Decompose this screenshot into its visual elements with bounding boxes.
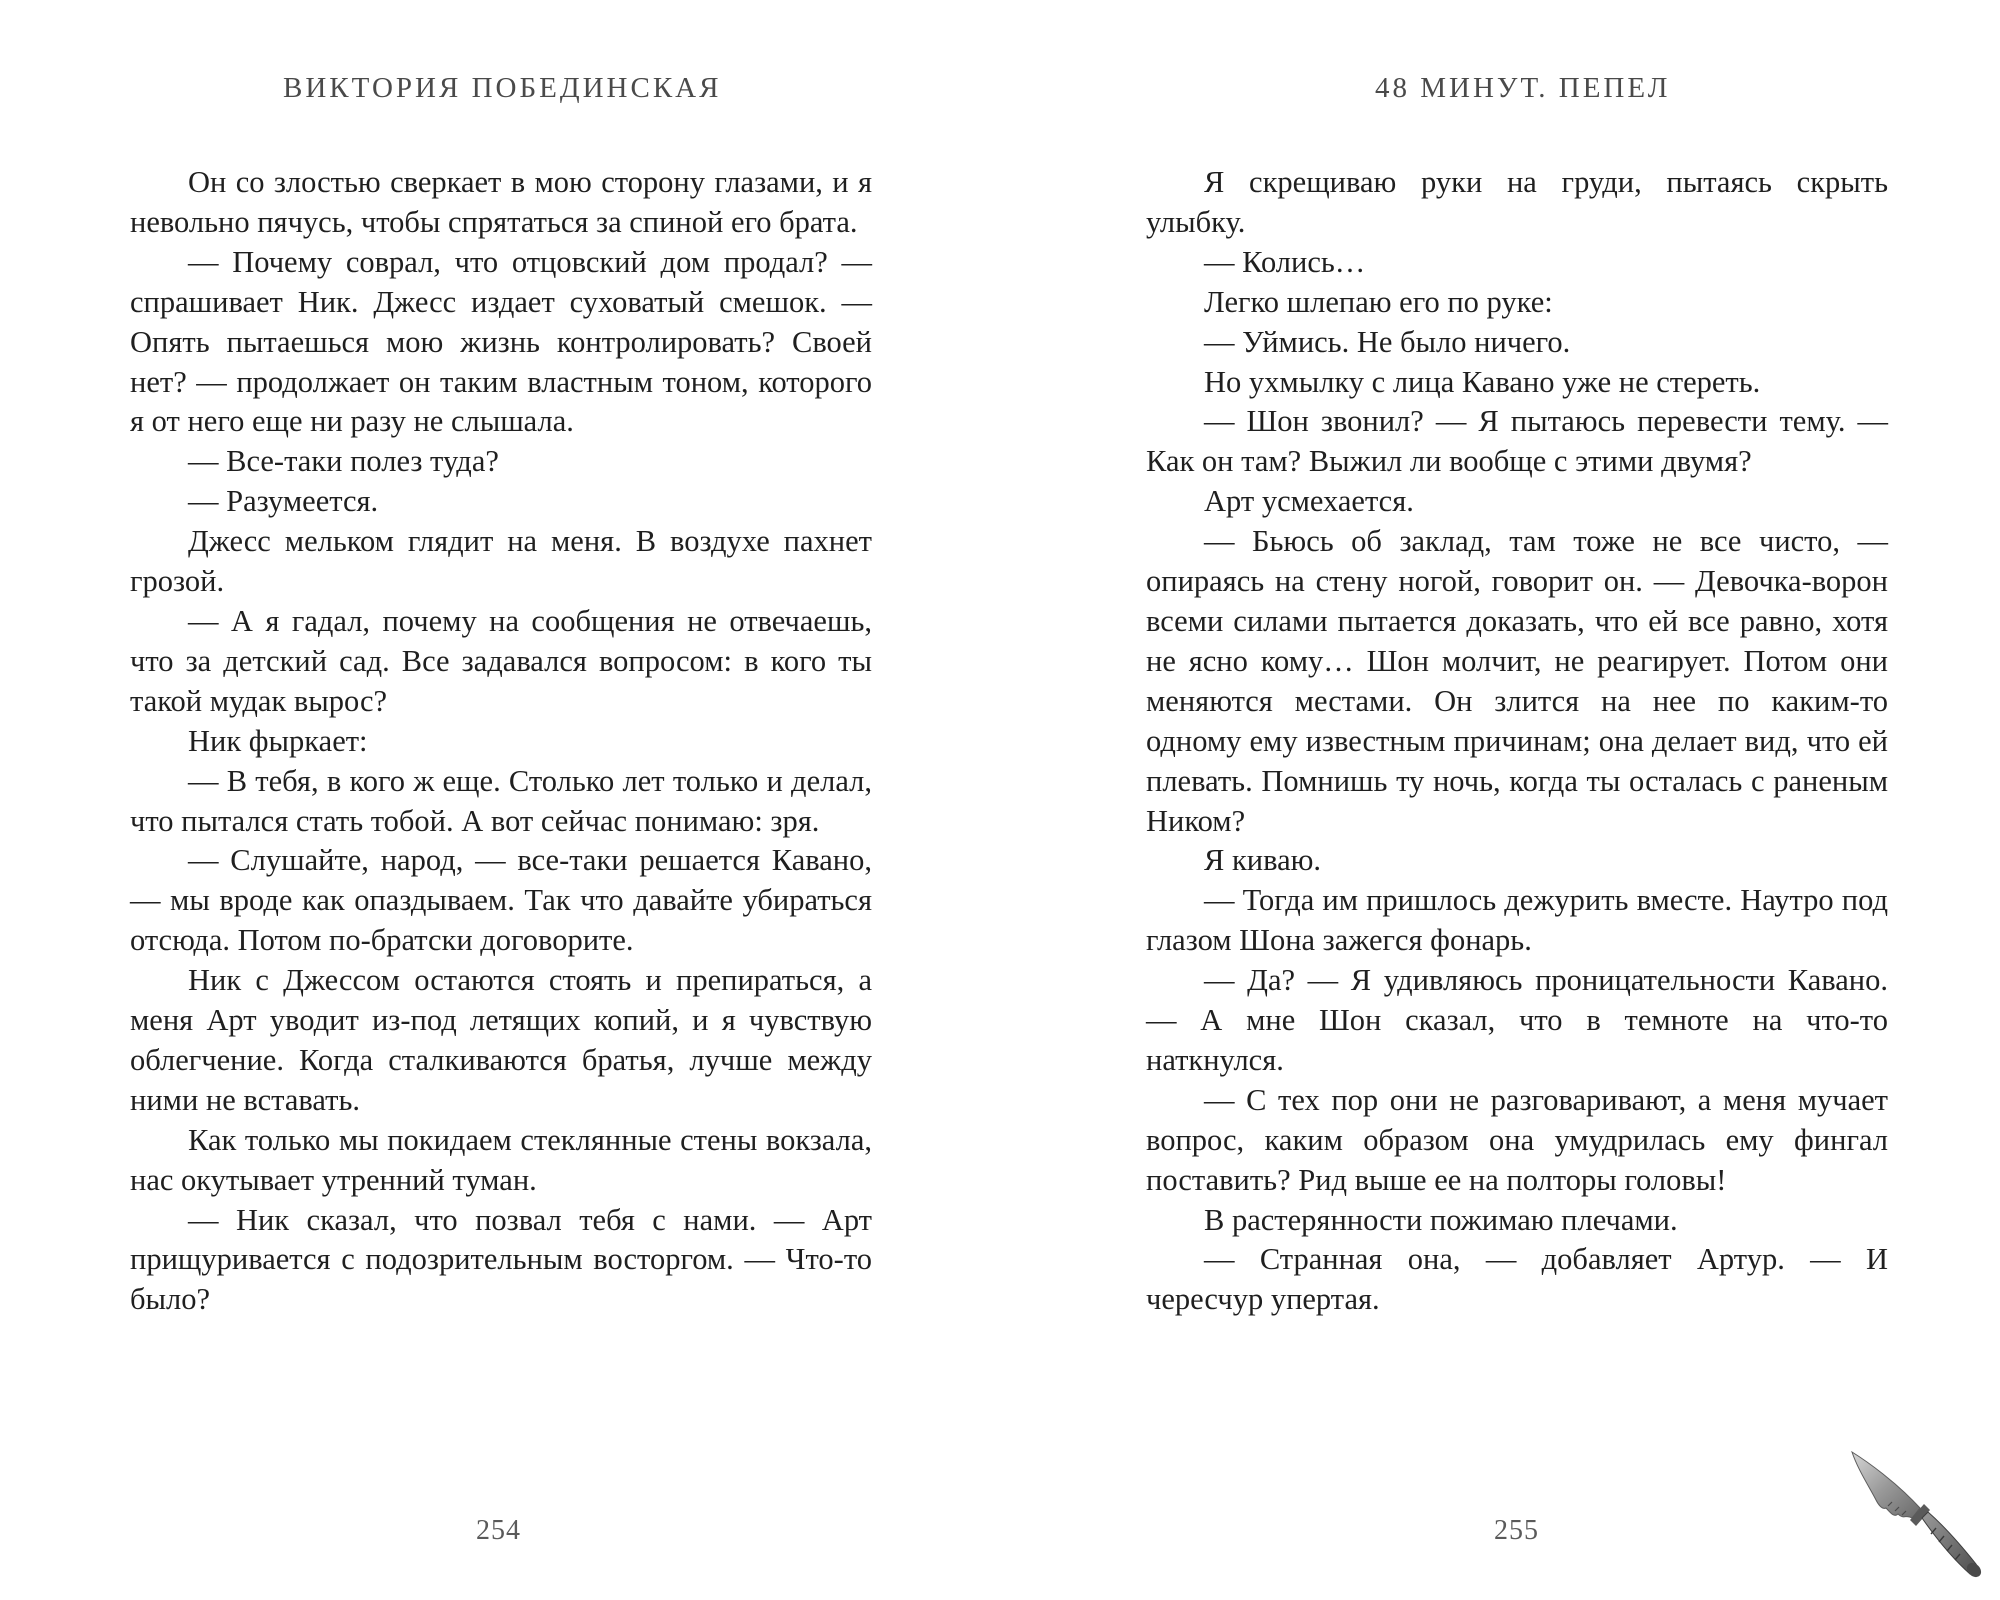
paragraph: — Тогда им пришлось дежурить вместе. Наутро под глазом Шона зажегся фонарь. [1146,883,1888,958]
paragraph: Ник фыркает: [188,723,368,758]
left-page-text [130,163,872,1320]
paragraph: — В тебя, в кого ж еще. Столько лет только и делал, что пытался стать тобой. А вот сейчас понимаю: зря. [130,763,872,838]
paragraph: Как только мы покидаем стеклянные стены вокзала, нас окутывает утренний туман. [130,1122,872,1197]
paragraph: Я скрещиваю руки на груди, пытаясь скрыть улыбку. [1146,165,1888,239]
page-number-left: 254 [476,1515,521,1546]
paragraph: Я киваю. [1204,843,1322,878]
paragraph: — А я гадал, почему на сообщения не отвечаешь, что за детский сад. Все задавался вопросом: в кого ты такой мудак вырос? [130,603,872,718]
paragraph: Ник с Джессом остаются стоять и препираться, а меня Арт уводит из-под летящих копий, и я чувствую облегчение. Когда сталкиваются братья, лучше между ними не вставать. [130,963,872,1117]
paragraph: — Колись… [1204,244,1366,279]
running-head-title: 48 МИНУТ. ПЕПЕЛ [1375,72,1671,104]
paragraph: Но ухмылку с лица Кавано уже не стереть. [1204,364,1761,399]
paragraph: Легко шлепаю его по руке: [1204,284,1553,319]
paragraph: В растерянности пожимаю плечами. [1204,1202,1678,1237]
paragraph: — Почему соврал, что отцовский дом продал? — спрашивает Ник. Джесс издает суховатый смешок. — Опять пытаешься мою жизнь контролировать? Своей нет? — продолжает он таким властным тоном, которого я от него еще ни разу не слышала. [130,244,872,439]
paragraph: — Слушайте, народ, — все-таки решается Кавано, — мы вроде как опаздываем. Так что давайте убираться отсюда. Потом по-братски договорите. [130,843,872,958]
paragraph: — Разумеется. [188,484,379,519]
paragraph: Джесс мельком глядит на меня. В воздухе пахнет грозой. [130,524,872,599]
paragraph: Арт усмехается. [1204,484,1414,519]
paragraph: — С тех пор они не разговаривают, а меня мучает вопрос, каким образом она умудрилась ему фингал поставить? Рид выше ее на полторы головы! [1146,1082,1888,1197]
right-page [1000,0,2000,1600]
running-head-author: ВИКТОРИЯ ПОБЕДИНСКАЯ [283,72,722,104]
paragraph: — Ник сказал, что позвал тебя с нами. — Арт прищуривается с подозрительным восторгом. — Что-то было? [130,1202,872,1317]
paragraph: — Бьюсь об заклад, там тоже не все чисто, — опираясь на стену ногой, говорит он. — Девочка-ворон всеми силами пытается доказать, что ей все равно, хотя не ясно кому… Шон молчит, не реагирует. Потом они меняются местами. Он злится на нее по каким-то одному ему известным причинам; она делает вид, что ей плевать. Помнишь ту ночь, когда ты осталась с раненым Ником? [1146,524,1888,838]
knife-icon [1848,1448,1998,1598]
paragraph: — Странная она, — добавляет Артур. — И чересчур упертая. [1146,1242,1888,1317]
paragraph: — Шон звонил? — Я пытаюсь перевести тему. — Как он там? Выжил ли вообще с этими двумя? [1146,404,1888,479]
right-page-text [1146,163,1888,1320]
page-number-right: 255 [1494,1515,1539,1546]
paragraph: — Уймись. Не было ничего. [1204,324,1571,359]
paragraph: — Все-таки полез туда? [188,444,499,479]
paragraph: — Да? — Я удивляюсь проницательности Кавано. — А мне Шон сказал, что в темноте на что-то наткнулся. [1146,963,1888,1077]
paragraph: Он со злостью сверкает в мою сторону глазами, и я невольно пячусь, чтобы спрятаться за спиной его брата. [130,165,872,239]
